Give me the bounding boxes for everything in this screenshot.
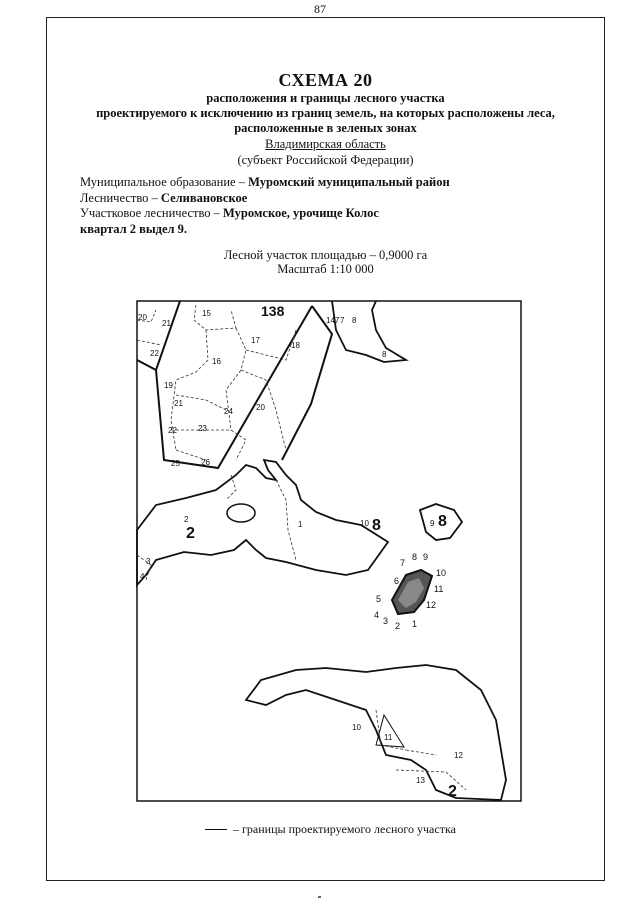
plot-label: 20 [138, 313, 147, 322]
subtitle-line-1: расположения и границы лесного участка [206, 91, 445, 105]
plot-label: 8 [352, 316, 357, 325]
turning-point-number: 6 [394, 576, 400, 586]
plot-label: 21 [162, 319, 171, 328]
quarter-2-boundary [137, 460, 388, 585]
turning-point-number: 2 [395, 621, 401, 631]
plot-label: 23 [198, 424, 207, 433]
plot-label: 3 [146, 557, 151, 566]
plot-label: 20 [256, 403, 265, 412]
plot-label: 12 [454, 751, 463, 760]
plot-label: 9 [430, 519, 435, 528]
district-value: Муромское, урочище Колос [223, 206, 379, 220]
plot-label: 8 [382, 350, 387, 359]
quarter-row: квартал 2 выдел 9. [80, 221, 188, 236]
plot-label: 1 [298, 520, 303, 529]
plot-label: 16 [212, 357, 221, 366]
forestry-value: Селивановское [160, 190, 248, 205]
plot-label: 10 [360, 519, 369, 528]
title-block [46, 70, 605, 168]
plot-label: 19 [164, 381, 173, 390]
turning-point-number: 1 [412, 619, 418, 629]
quarter-number: 138 [261, 303, 285, 319]
plot-label: 15 [202, 309, 211, 318]
scale-text: Масштаб 1:10 000 [277, 262, 374, 276]
turning-point-number: 12 [426, 600, 437, 610]
plot-label: 18 [291, 341, 300, 350]
river-shape [332, 301, 406, 362]
quarter-number: 8 [438, 513, 447, 530]
turning-point-number: 5 [376, 594, 382, 604]
turning-point-number: 9 [423, 552, 429, 562]
plot-label: 25 [171, 459, 180, 468]
plot-label: 4 [140, 572, 145, 581]
map-border [137, 301, 521, 801]
municipality-value: Муромский муниципальный район [248, 175, 450, 189]
legend [205, 822, 456, 837]
forest-map [136, 300, 522, 803]
schema-title: СХЕМА 20 [278, 70, 373, 90]
plot-label: 22 [150, 349, 159, 358]
legend-text: – границы проектируемого лесного участка [233, 822, 456, 836]
turning-point-number: 10 [436, 568, 447, 578]
municipality-row: Муниципальное образование – Муромский муниципальный район [80, 175, 450, 189]
turning-point-number: 3 [383, 616, 389, 626]
subtitle-line-3: расположенные в зеленых зонах [234, 121, 417, 135]
footer-mark [318, 896, 321, 898]
turning-point-number: 11 [434, 584, 444, 594]
plot-label: 10 [352, 723, 361, 732]
plot-label: 24 [224, 407, 233, 416]
plot-label: 17 [251, 336, 260, 345]
quarter-number: 2 [448, 783, 457, 800]
lake [227, 504, 255, 522]
plot-label: 26 [201, 458, 210, 467]
area-text: Лесной участок площадью – 0,9000 га [223, 248, 428, 262]
turning-point-number: 7 [400, 558, 406, 568]
turning-point-number: 8 [412, 552, 418, 562]
plot-label: 147 [326, 316, 340, 325]
quarter-number: 2 [186, 525, 195, 542]
plot-label: 2 [184, 515, 189, 524]
legend-line-symbol [205, 829, 227, 830]
plot-label: 7 [340, 316, 345, 325]
turning-point-number: 4 [374, 610, 380, 620]
quarter-number: 8 [372, 517, 381, 534]
plot-label: 11 [384, 733, 393, 742]
info-block [80, 175, 450, 237]
bottom-quarter-boundary [246, 665, 506, 800]
district-row: Участковое лесничество – Муромское, урочище Колос [80, 206, 379, 220]
region-name: Владимирская область [265, 137, 386, 151]
forestry-row: Лесничество – Селивановское [80, 190, 248, 205]
area-block [46, 248, 605, 276]
quarter-138-boundary [156, 301, 312, 468]
page-number: 87 [314, 2, 326, 16]
plot-label: 21 [174, 399, 183, 408]
plot-label: 13 [416, 776, 425, 785]
region-note: (субъект Российской Федерации) [237, 153, 414, 167]
subtitle-line-2: проектируемого к исключению из границ земель, на которых расположены леса, [96, 106, 555, 120]
plot-label: 22 [168, 426, 177, 435]
